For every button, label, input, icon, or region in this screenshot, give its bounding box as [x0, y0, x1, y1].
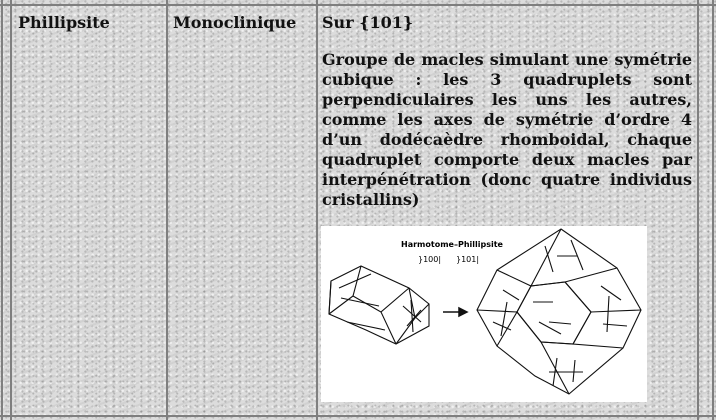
figure-label-100: }100|	[418, 255, 442, 264]
column-divider-4	[697, 0, 699, 420]
twin-plane: Sur {101}	[322, 13, 414, 32]
column-divider-5	[712, 0, 714, 420]
column-divider-2	[166, 0, 168, 420]
column-divider-3	[316, 0, 318, 420]
mineral-name-cell: Phillipsite	[18, 13, 110, 32]
figure-label-101: }101|	[456, 255, 480, 264]
dodecahedral-twin-group-drawing	[477, 229, 641, 394]
figure-title: Harmotome–Phillipsite	[401, 240, 503, 249]
column-divider-1	[10, 0, 12, 420]
twin-description: Groupe de macles simulant une symétrie cubique : les 3 quadruplets sont perpendiculaires les uns les autres, comme les axes de symétrie d’ordre 4 d’un dodécaèdre rhomboidal, chaque quadruplet comporte deux macles par interpénétration (donc quatre individus cristallins)	[322, 50, 692, 209]
twin-description-cell	[322, 13, 692, 210]
crystal-system-cell: Monoclinique	[173, 13, 297, 32]
table-top-border	[0, 4, 716, 6]
arrow-icon	[443, 308, 467, 316]
small-twin-crystal-drawing	[329, 266, 429, 344]
twin-crystal-figure	[321, 226, 647, 402]
table-bottom-border	[0, 415, 716, 417]
column-divider-0	[1, 0, 3, 420]
